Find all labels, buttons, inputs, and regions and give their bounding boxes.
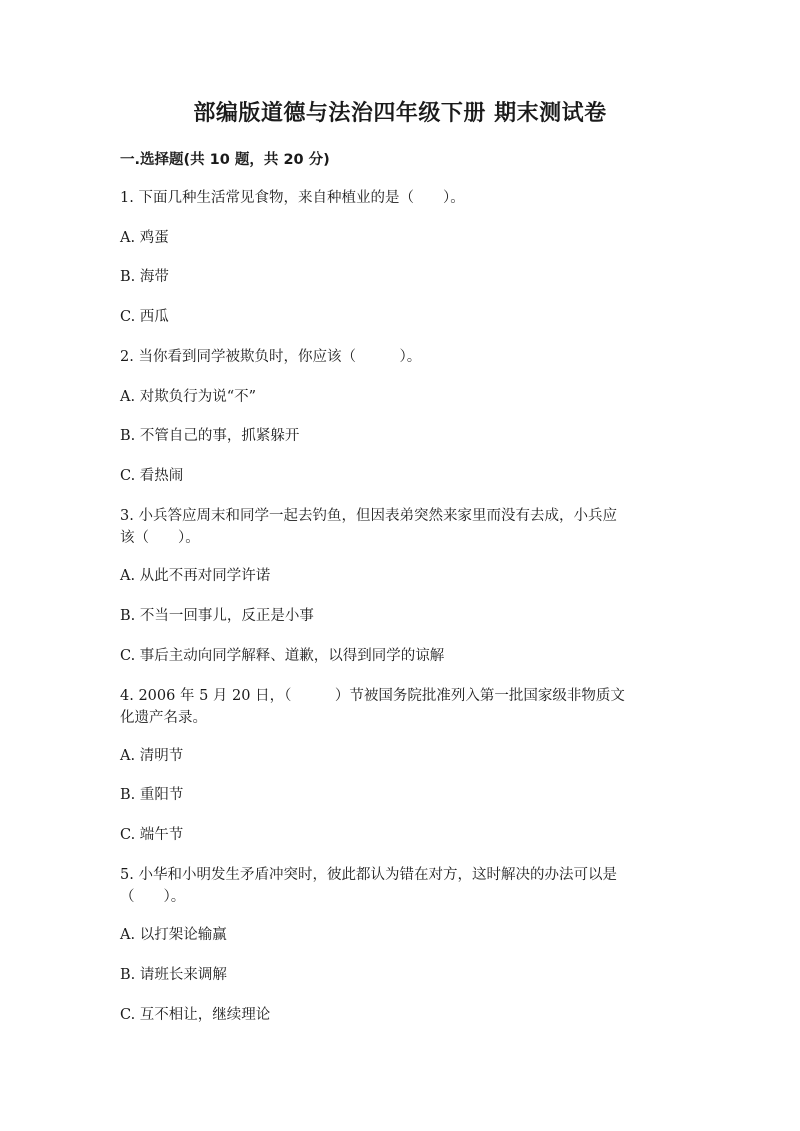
question-3-option-a: A. 从此不再对同学许诺: [120, 568, 271, 584]
page-title: 部编版道德与法治四年级下册 期末测试卷: [193, 101, 607, 126]
question-5-stem-line-1: 5. 小华和小明发生矛盾冲突时，彼此都认为错在对方，这时解决的办法可以是: [120, 867, 617, 883]
question-5-stem-line-2: （ ）。: [120, 889, 186, 905]
question-4-stem-line-1: 4. 2006 年 5 月 20 日，（ ）节被国务院批准列入第一批国家级非物质文: [120, 688, 625, 704]
question-3-stem-line-1: 3. 小兵答应周末和同学一起去钓鱼，但因表弟突然来家里而没有去成，小兵应: [120, 508, 617, 524]
question-4-option-c: C. 端午节: [120, 827, 184, 843]
question-1-option-a: A. 鸡蛋: [120, 230, 169, 246]
question-4-option-a: A. 清明节: [120, 748, 184, 764]
question-1-option-b: B. 海带: [120, 269, 169, 285]
question-3-option-b: B. 不当一回事儿，反正是小事: [120, 608, 314, 624]
question-2-option-c: C. 看热闹: [120, 468, 184, 484]
question-1-stem: 1. 下面几种生活常见食物，来自种植业的是（ ）。: [120, 190, 465, 206]
question-3-option-c: C. 事后主动向同学解释、道歉，以得到同学的谅解: [120, 648, 445, 664]
question-5-option-c: C. 互不相让，继续理论: [120, 1007, 271, 1023]
question-5-option-b: B. 请班长来调解: [120, 967, 227, 983]
question-2-stem: 2. 当你看到同学被欺负时，你应该（ ）。: [120, 349, 422, 365]
section-heading: 一.选择题(共 10 题，共 20 分): [120, 152, 330, 168]
question-3-stem-line-2: 该（ ）。: [120, 530, 200, 546]
question-2-option-a: A. 对欺负行为说“不”: [120, 389, 257, 405]
question-4-option-b: B. 重阳节: [120, 787, 184, 803]
question-5-option-a: A. 以打架论输赢: [120, 927, 227, 943]
question-4-stem-line-2: 化遗产名录。: [120, 710, 207, 726]
question-1-option-c: C. 西瓜: [120, 309, 169, 325]
question-2-option-b: B. 不管自己的事，抓紧躲开: [120, 428, 300, 444]
